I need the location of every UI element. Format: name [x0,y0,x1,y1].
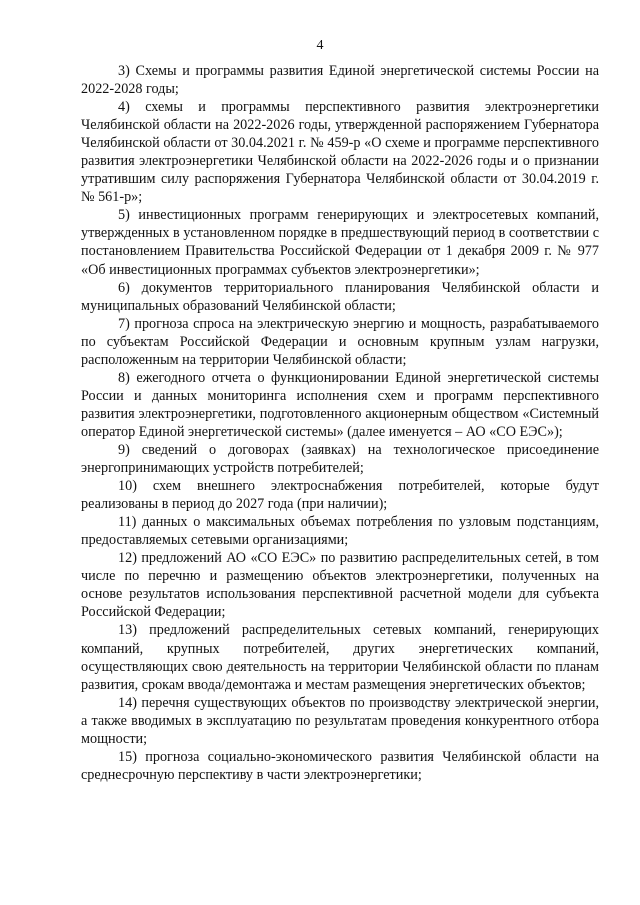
list-item-8: 8) ежегодного отчета о функционировании Единой энергетической системы России и данных мониторинга исполнения схем и программ перспективного развития электроэнергетики, подготовленного акционерным обществом «Системный оператор Единой энергетической системы» (далее именуется – АО «СО ЕЭС»); [81,369,599,440]
list-item-15: 15) прогноза социально-экономического развития Челябинской области на среднесрочную перспективу в части электроэнергетики; [81,748,599,783]
list-item-3: 3) Схемы и программы развития Единой энергетической системы России на 2022-2028 годы; [81,63,599,98]
list-item-11: 11) данных о максимальных объемах потребления по узловым подстанциям, предоставляемых сетевыми организациями; [81,514,599,549]
list-item-4: 4) схемы и программы перспективного развития электроэнергетики Челябинской области на 2022-2026 годы, утвержденной распоряжением Губернатора Челябинской области от 30.04.2021 г. № 459-р «О схеме и программе перспективного развития электроэнергетики Челябинской области на 2022-2026 годы и о признании утратившим силу распоряжения Губернатора Челябинской области от 30.04.2019 г. № 561-р»; [81,99,599,206]
list-item-6: 6) документов территориального планирования Челябинской области и муниципальных образований Челябинской области; [81,279,599,314]
list-item-7: 7) прогноза спроса на электрическую энергию и мощность, разрабатываемого по субъектам Российской Федерации и основным крупным узлам нагрузки, расположенным на территории Челябинской области; [81,315,599,368]
list-item-10: 10) схем внешнего электроснабжения потребителей, которые будут реализованы в период до 2027 года (при наличии); [81,478,599,513]
list-item-12: 12) предложений АО «СО ЕЭС» по развитию распределительных сетей, в том числе по перечню и размещению объектов электроэнергетики, полученных на основе результатов использования перспективной расчетной модели для субъекта Российской Федерации; [81,550,599,621]
list-item-14: 14) перечня существующих объектов по производству электрической энергии, а также вводимых в эксплуатацию по результатам проведения конкурентного отбора мощности; [81,694,599,747]
list-item-9: 9) сведений о договорах (заявках) на технологическое присоединение энергопринимающих устройств потребителей; [81,441,599,477]
page-number: 4 [316,38,324,53]
list-item-13: 13) предложений распределительных сетевых компаний, генерирующих компаний, крупных потребителей, других энергетических компаний, осуществляющих свою деятельность на территории Челябинской области по планам развития, срокам ввода/демонтажа и местам размещения энергетических объектов; [81,622,599,693]
document-body [81,62,599,784]
list-item-5: 5) инвестиционных программ генерирующих и электросетевых компаний, утвержденных в установленном порядке в предшествующий период в соответствии с постановлением Правительства Российской Федерации от 1 декабря 2009 г. № 977 «Об инвестиционных программах субъектов электроэнергетики»; [81,207,599,278]
